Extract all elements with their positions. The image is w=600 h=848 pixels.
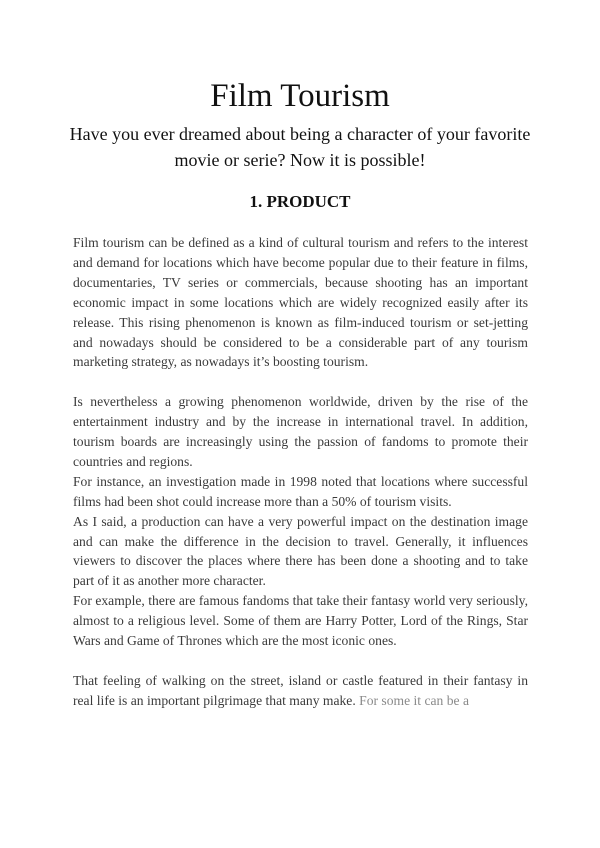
paragraph: Film tourism can be defined as a kind of cultural tourism and refers to the interest and demand for locations which have become popular due to their feature in films, documentaries, TV series or commercials, because shooting has an important economic impact in some locations which are widely recognized easily after its release. This rising phenomenon is known as film-induced tourism or set-jetting and nowadays should be considered to be a considerable part of any tourism marketing strategy, as nowadays it’s boosting tourism.: [73, 235, 528, 370]
paragraph-last: [73, 671, 528, 711]
paragraph-spacer: [73, 372, 528, 392]
section-heading: 1. PRODUCT: [249, 192, 351, 211]
paragraph: As I said, a production can have a very powerful impact on the destination image and can make the difference in the decision to travel. Generally, it influences viewers to discover the places where there has been done a shooting and to take part of it as another more character.: [73, 513, 528, 589]
paragraph-text: That feeling of walking on the street, island or castle featured in their fantasy in real life is an important pilgrimage that many make.: [73, 672, 528, 708]
paragraph: For example, there are famous fandoms that take their fantasy world very seriously, almost to a religious level. Some of them are Harry Potter, Lord of the Rings, Star Wars and Game of Thrones which are the most iconic ones.: [73, 593, 528, 649]
continued-fragment: For some it can be a: [359, 692, 469, 708]
body-text: [73, 233, 528, 711]
paragraph: For instance, an investigation made in 1998 noted that locations where successful films had been shot could increase more than a 50% of tourism visits.: [73, 473, 528, 509]
paragraph: Is nevertheless a growing phenomenon worldwide, driven by the rise of the entertainment industry and by the increase in international travel. In addition, tourism boards are increasingly using the passion of fandoms to promote their countries and regions.: [73, 394, 528, 469]
page-subtitle: Have you ever dreamed about being a character of your favorite movie or serie? Now it is possible!: [69, 124, 531, 170]
paragraph-spacer: [73, 651, 528, 671]
page-title: Film Tourism: [210, 78, 390, 114]
